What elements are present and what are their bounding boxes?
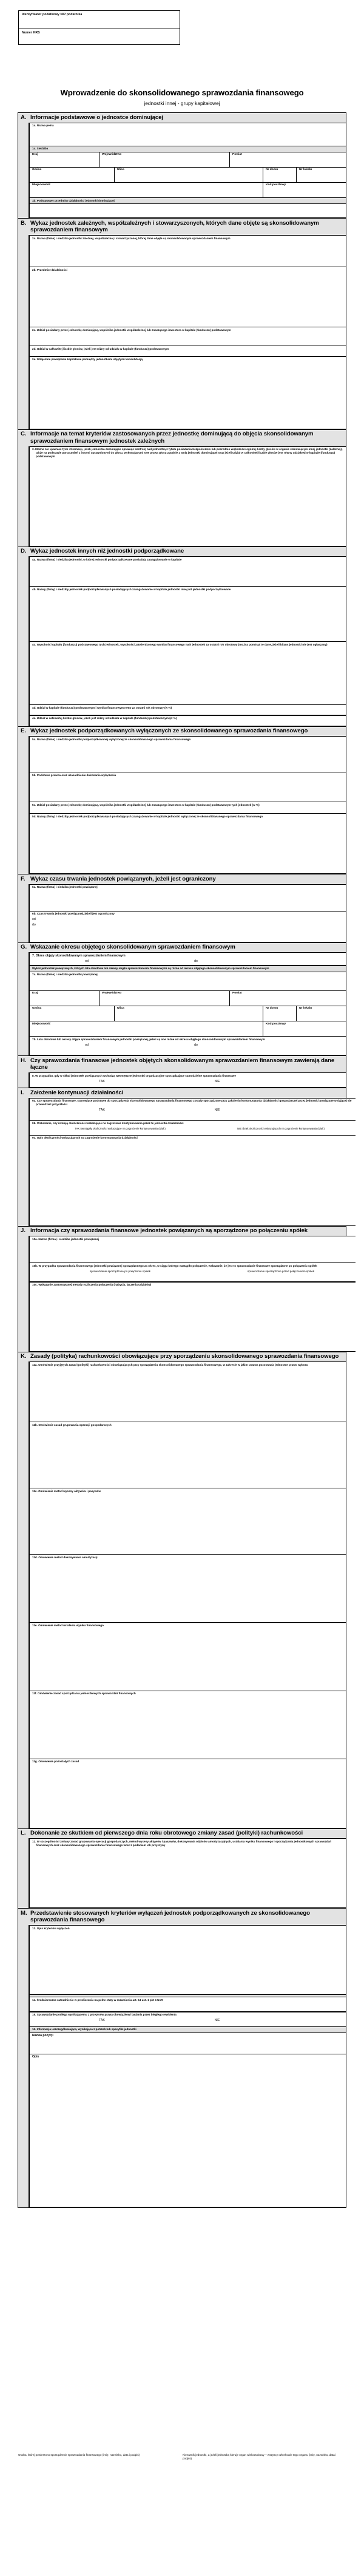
field-15-tak[interactable]: TAK [99,2019,105,2023]
field-14[interactable]: 14. Średnioroczne zatrudnienie w przeliczeniu na pełne etaty w rozumieniu art. 64 ust. 1 pkt 4 UoR [30,1997,346,2012]
gutter-c [18,446,29,547]
field-kraj-7a[interactable]: Kraj [30,991,99,1006]
address-row-kraj-7a [30,990,346,1006]
field-11f[interactable]: 11f. Omówienie zasad sporządzania jednostkowych sprawozdań finansowych [30,1691,346,1759]
field-10b-opt1[interactable]: sprawozdanie sporządzone po połączeniu spółek [89,1269,151,1273]
section-header-k [18,1352,346,1362]
field-2e[interactable]: 2e. Wzajemne powiązania kapitałowe pomiędzy jednostkami objętymi konsolidacją [30,356,346,429]
field-1b-header: 1b. Podstawowy przedmiot działalności jednostki dominującej [30,197,346,204]
field-9b[interactable]: 9b. Wskazanie, czy istnieją okoliczności wskazujące na zagrożenie kontynuowania przez te jednostki działalności TAK (wystąpiły okoliczności wskazujące na zagrożenie kontynuowania dział.) NIE (brak okoliczności wskazujących na zagrożenie kontynuowania dział.) [30,1120,356,1136]
section-body-g [18,952,346,1055]
field-nr-lokalu-7a[interactable]: Nr lokalu [299,1007,312,1010]
section-title-h: Czy sprawozdania finansowe jednostek objętych skonsolidowanym sprawozdaniem finansowym zawierają dane łączne [30,1057,335,1071]
address-row-gmina [30,167,346,183]
gutter-d [18,556,29,726]
section-body-j [18,1236,346,1351]
section-letter-g: G. [21,944,27,951]
field-kraj[interactable]: Kraj [30,152,99,168]
gutter-l [18,1838,29,1908]
field-16-opis[interactable]: Opis [30,2054,346,2207]
field-2b[interactable]: 2b. Przedmiot działalności [30,267,346,327]
section-header-j [18,1226,346,1236]
section-body-d [18,556,346,726]
section-letter-a: A. [21,114,27,121]
section-body-h [18,1072,346,1088]
field-1a-nazwa[interactable]: 1a. Nazwa pełna [30,123,346,146]
gutter-h [18,1072,29,1088]
field-10a[interactable]: 10a. Nazwa (firma) i siedziba jednostki powiązanej [30,1236,356,1263]
section-title-m: Przedstawienie stosowanych kryteriów wyłączeń jednostek podporządkowanych ze skonsolidowanego sprawozdania finansowego [30,1909,310,1924]
field-7b-do[interactable]: do [194,1043,198,1047]
section-title-i: Założenie kontynuacji działalności [30,1089,124,1096]
gutter-f [18,884,29,942]
section-header-d [18,547,346,557]
field-5c[interactable]: 5c. Udział posiadany przez jednostkę dominującą, wspólnika jednostki współzależnej lub znaczącego inwestora w kapitale (funduszu) podstawowym tych jednostek (w %) [30,802,346,814]
field-11a[interactable]: 11a. Omówienie przyjętych zasad (polityki) rachunkowości obowiązujących przy sporządzeniu skonsolidowanego sprawozdania finansowego, w zakresie w jakim ustawa pozostawia jednostce prawo wyboru [30,1361,346,1422]
address-row-kraj [30,152,346,168]
section-letter-d: D. [21,548,27,555]
field-9c[interactable]: 9c. Opis okoliczności wskazujących na zagrożenie kontynuowania działalności [30,1135,356,1226]
gutter-b [18,235,29,429]
field-4b[interactable]: 4b. Nazwy (firmy) i siedziby jednostek podporządkowanych posiadających zaangażowanie w kapitale jednostki innej niż jednostki podporządkowane [30,586,346,642]
krs-label: Numer KRS [22,31,40,35]
field-nr-lokalu[interactable]: Nr lokalu [299,168,312,172]
address-row-miejscowosc-7a [30,1021,346,1037]
page-title: Wprowadzenie do skonsolidowanego sprawozdania finansowego [60,88,304,97]
field-16-header: 16. Informacja uszczegóławiająca, wynikająca z potrzeb lub specyfiki jednostki [30,2026,346,2033]
field-8-nie[interactable]: NIE [214,1079,220,1083]
section-body-c [18,446,346,547]
gutter-k [18,1361,29,1828]
field-4c[interactable]: 4c. Wysokość kapitału (funduszu) podstawowego tych jednostek, wysokości zatwierdzonego wyniku finansowego tych jednostek za ostatni rok obrotowy (można pominąć te dane, jeżeli bilans jednostki nie jest ogłaszany) [30,641,346,705]
field-6a[interactable]: 6a. Nazwa (firma) i siedziba jednostki powiązanej [30,884,346,911]
section-title-a: Informacje podstawowe o jednostce dominującej [30,114,163,121]
field-9a-nie[interactable]: NIE [214,1108,220,1113]
field-9a-tak[interactable]: TAK [99,1108,105,1113]
field-2a[interactable]: 2a. Nazwa (firma) i siedziba jednostki zależnej, współzależnej i stowarzyszonej, której dane objęte są skonsolidowanym sprawozdaniem finansowym [30,235,346,267]
section-header-g [18,942,346,953]
section-header-i [18,1088,346,1098]
section-header-e [18,726,346,737]
field-15-nie[interactable]: NIE [214,2019,220,2023]
field-kod-pocztowy[interactable]: Kod pocztowy [266,183,286,187]
field-1b-value[interactable] [30,203,346,218]
signature-manager: Kierownik jednostki, a jeżeli jednostką kieruje organ wieloosobowy – wszyscy członkowie tego organu (imię, nazwisko, data i podpis) [183,2453,337,2461]
address-row-miejscowosc [30,182,346,198]
section-title-j: Informacja czy sprawozdania finansowe jednostek powiązanych są sporządzone po połączeniu spółek [30,1227,308,1235]
gutter-j [18,1236,29,1351]
field-3[interactable]: 3. Można nie ujawniać tych informacji, jeżeli jednostka dominująca sprawuje kontrolę nad jednostką z tytułu posiadania bezpośrednio lub pośrednio większości ogólnej liczby głosów w organie stanowiącym innej jednostki (zależnej), także na podstawie porozumień z innymi uprawnionymi do głosu, wykonującymi swe prawa głosu zgodnie z wolą jednostki dominującej oraz jeżeli udział w całkowitej liczbie głosów jest równy udziałowi w kapitale (funduszu) podstawowym [30,446,346,547]
field-powiat[interactable]: Powiat [232,153,242,157]
field-powiat-7a[interactable]: Powiat [232,992,242,995]
field-12[interactable]: 12. W szczególności zmiany zasad grupowania operacji gospodarczych, metod wyceny aktywów i pasywów, dokonywania odpisów amortyzacyjnych, ustalania wyniku finansowego i sporządzania jednostkowych sprawozdań finansowych oraz skonsolidowanego sprawozdania finansowego wraz z podaniem ich przyczyny [30,1838,346,1908]
section-body-i [18,1098,352,1226]
field-miejscowosc[interactable]: Miejscowość [30,183,263,198]
field-11d[interactable]: 11d. Omówienie metod dokonywania amortyzacji [30,1554,346,1623]
field-7b-od[interactable]: od [85,1043,89,1047]
section-letter-i: I. [21,1089,24,1096]
section-letter-b: B. [21,219,27,227]
gutter-i [18,1098,29,1226]
field-4e[interactable]: 4e. Udział w całkowitej liczbie głosów, jeżeli jest różny od udziału w kapitale (funduszu) podstawowym (w %) [30,715,346,726]
section-header-a [18,112,346,123]
section-body-f [18,884,346,942]
field-9b-nie[interactable]: NIE (brak okoliczności wskazujących na zagrożenie kontynuowania dział.) [237,1127,325,1131]
section-title-f: Wykaz czasu trwania jednostek powiązanych, jeżeli jest ograniczony [30,875,216,882]
field-6b[interactable]: 6b. Czas trwania jednostki powiązanej, jeżeli jest ograniczony od do [30,911,346,942]
field-7a[interactable]: 7a. Nazwa (firma) i siedziba jednostki powiązanej [30,972,346,991]
gutter-e [18,736,29,874]
gutter-m [18,1925,29,2207]
field-8[interactable]: 8. W przypadku, gdy w skład jednostek powiązanych wchodzą wewnętrzne jednostki organizacyjne sporządzające samodzielne sprawozdania finansowe TAK NIE [30,1072,346,1088]
section-letter-e: E. [21,727,27,735]
section-body-b [18,235,346,429]
section-title-c: Informacje na temat kryteriów zastosowanych przez jednostkę dominującą do objęcia skonsolidowanym sprawozdaniem finansowym jednostek zależnych [30,431,314,445]
field-6b-od[interactable]: od [32,918,36,922]
field-10c[interactable]: 10c. Wskazanie zastosowanej metody rozliczenia połączenia (nabycia, łączenia udziałów) [30,1282,356,1352]
taxpayer-identifier-box [18,10,180,45]
nip-field[interactable] [19,11,180,29]
field-wojewodztwo[interactable]: Województwo [99,152,230,168]
field-gmina-7a[interactable]: Gmina [30,1006,115,1021]
field-4a[interactable]: 4a. Nazwa (firma) i siedziba jednostki, w której jednostki podporządkowane posiadają zaangażowanie w kapitale [30,556,346,587]
section-letter-h: H. [21,1057,27,1064]
section-body-k [18,1361,346,1828]
field-2c[interactable]: 2c. Udział posiadany przez jednostkę dominującą, wspólnika jednostki współzależnej lub znaczącego inwestora w kapitale (funduszu) podstawowym [30,327,346,346]
section-letter-m: M. [21,1909,27,1917]
field-kod-pocztowy-7a[interactable]: Kod pocztowy [266,1022,286,1026]
field-9b-tak[interactable]: TAK (wystąpiły okoliczności wskazujące na zagrożenie kontynuowania dział.) [75,1127,166,1131]
section-letter-j: J. [21,1227,26,1235]
field-11e[interactable]: 11e. Omówienie metod ustalenia wyniku finansowego [30,1623,346,1691]
section-title-e: Wykaz jednostek podporządkowanych wyłączonych ze skonsolidowanego sprawozdania finansowego [30,727,308,735]
field-11b[interactable]: 11b. Omówienie zasad grupowania operacji gospodarczych [30,1422,346,1488]
section-letter-f: F. [21,875,25,882]
field-5b[interactable]: 5b. Podstawa prawna oraz uzasadnienie dokonania wyłączenia [30,772,346,802]
section-body-m [18,1925,346,2208]
section-header-c [18,429,346,446]
field-5d[interactable]: 5d. Nazwy (firmy) i siedziby jednostek podporządkowanych posiadających zaangażowanie w kapitale jednostki wyłączonej ze skonsolidowanego sprawozdania finansowego [30,813,346,874]
form-body [18,112,352,2208]
field-11g[interactable]: 11g. Omówienie pozostałych zasad [30,1759,346,1828]
krs-field[interactable] [19,29,180,44]
field-8-tak[interactable]: TAK [99,1079,105,1083]
section-header-f [18,874,346,884]
field-nr-domu-7a[interactable]: Nr domu [263,1006,297,1021]
gutter-g [18,952,29,1055]
field-5a[interactable]: 5a. Nazwa (firma) i siedziba jednostki podporządkowanej wyłączonej ze skonsolidowanego sprawozdania finansowego [30,736,346,772]
signature-footer [18,2453,347,2461]
field-2d[interactable]: 2d. Udział w całkowitej liczbie głosów, jeżeli jest różny od udziału w kapitale (funduszu) podstawowym [30,346,346,356]
field-13[interactable]: 13. Opis kryteriów wyłączeń [30,1925,346,1995]
field-ulica[interactable]: Ulica [115,168,263,183]
signature-preparer: Osoba, której powierzono sporządzenie sprawozdania finansowego (imię, nazwisko, data i podpis) [18,2453,140,2456]
field-wojewodztwo-7a[interactable]: Województwo [99,991,230,1006]
gutter-a [18,123,29,219]
page-subtitle: jednostki innej - grupy kapitałowej [144,100,220,106]
field-7-do[interactable]: do [194,959,198,963]
section-title-g: Wskazanie okresu objętego skonsolidowanym sprawozdaniem finansowym [30,944,235,951]
field-4d[interactable]: 4d. Udział w kapitale (funduszu) podstawowym i wyniku finansowym netto za ostatni rok obrotowy (w %) [30,704,346,715]
section-header-l [18,1828,346,1839]
field-7[interactable]: 7. Okres objęty skonsolidowanym sprawozdaniem finansowym od do [30,952,346,966]
section-body-a [18,123,346,219]
field-6b-do[interactable]: do [32,923,36,927]
field-9a[interactable]: 9a. Czy sprawozdania finansowe, stanowiące podstawę do sporządzenia skonsolidowanego sprawozdania finansowego zostały sporządzone przy założeniu kontynuowania działalności gospodarczej przez jednostki powiązane w dającej się przewidzieć przyszłości TAK NIE [30,1098,356,1121]
field-gmina[interactable]: Gmina [30,168,115,183]
section-body-e [18,736,346,874]
address-row-gmina-7a [30,1006,346,1021]
field-7-od[interactable]: od [85,959,89,963]
field-16-nazwa[interactable]: Nazwa pozycji [30,2033,346,2054]
section-header-h [18,1055,346,1072]
section-body-l [18,1838,346,1908]
section-header-b [18,218,346,235]
field-10b[interactable]: 10b. W przypadku sprawozdania finansowego jednostki powiązanej sporządzonego za okres, w ciągu którego nastąpiło połączenie, wskazanie, że jest to sprawozdanie finansowe sporządzone po połączeniu spółek sprawozdanie sporządzone po połączeniu spółek sprawozdanie sporządzone przed połączeniem spółek [30,1262,356,1282]
nip-label: Identyfikator podatkowy NIP podatnika [22,13,83,16]
field-15[interactable]: 15. Sprawozdanie podlega wynikającemu z przepisów prawa obowiązkowi badania przez biegłego rewidenta TAK NIE [30,2012,346,2027]
section-title-d: Wykaz jednostek innych niż jednostki podporządkowane [30,548,184,555]
section-title-b: Wykaz jednostek zależnych, współzależnych i stowarzyszonych, których dane objęte są skonsolidowanym sprawozdaniem finansowym [30,219,319,234]
field-ulica-7a[interactable]: Ulica [115,1006,263,1021]
section-letter-k: K. [21,1353,27,1360]
field-7-list-header: Wykaz jednostek powiązanych, których lata obrotowe lub okresy objęte sprawozdaniami finansowymi są różne od okresu objętego skonsolidowanym sprawozdaniem finansowym [30,966,346,972]
section-title-l: Dokonanie ze skutkiem od pierwszego dnia roku obrotowego zmiany zasad (polityki) rachunkowości [30,1830,303,1837]
section-letter-c: C. [21,431,27,438]
field-miejscowosc-7a[interactable]: Miejscowość [30,1021,263,1037]
section-letter-l: L. [21,1830,26,1837]
field-7b[interactable]: 7b. Lata obrotowe lub okresy objęte sprawozdaniem finansowym jednostki powiązanej, jeżeli są one różne od okresu objętego skonsolidowanym sprawozdaniem finansowym od do [30,1036,346,1055]
field-1a-siedziba-header: 1a. Siedziba [30,146,346,152]
field-nr-domu[interactable]: Nr domu [263,168,297,183]
section-title-k: Zasady (polityka) rachunkowości obowiązujące przy sporządzeniu skonsolidowanego sprawozdania finansowego [30,1353,339,1360]
section-header-m [18,1908,346,1925]
field-10b-opt2[interactable]: sprawozdanie sporządzone przed połączeniem spółek [247,1269,315,1273]
field-11c[interactable]: 11c. Omówienie metod wyceny aktywów i pasywów [30,1488,346,1555]
